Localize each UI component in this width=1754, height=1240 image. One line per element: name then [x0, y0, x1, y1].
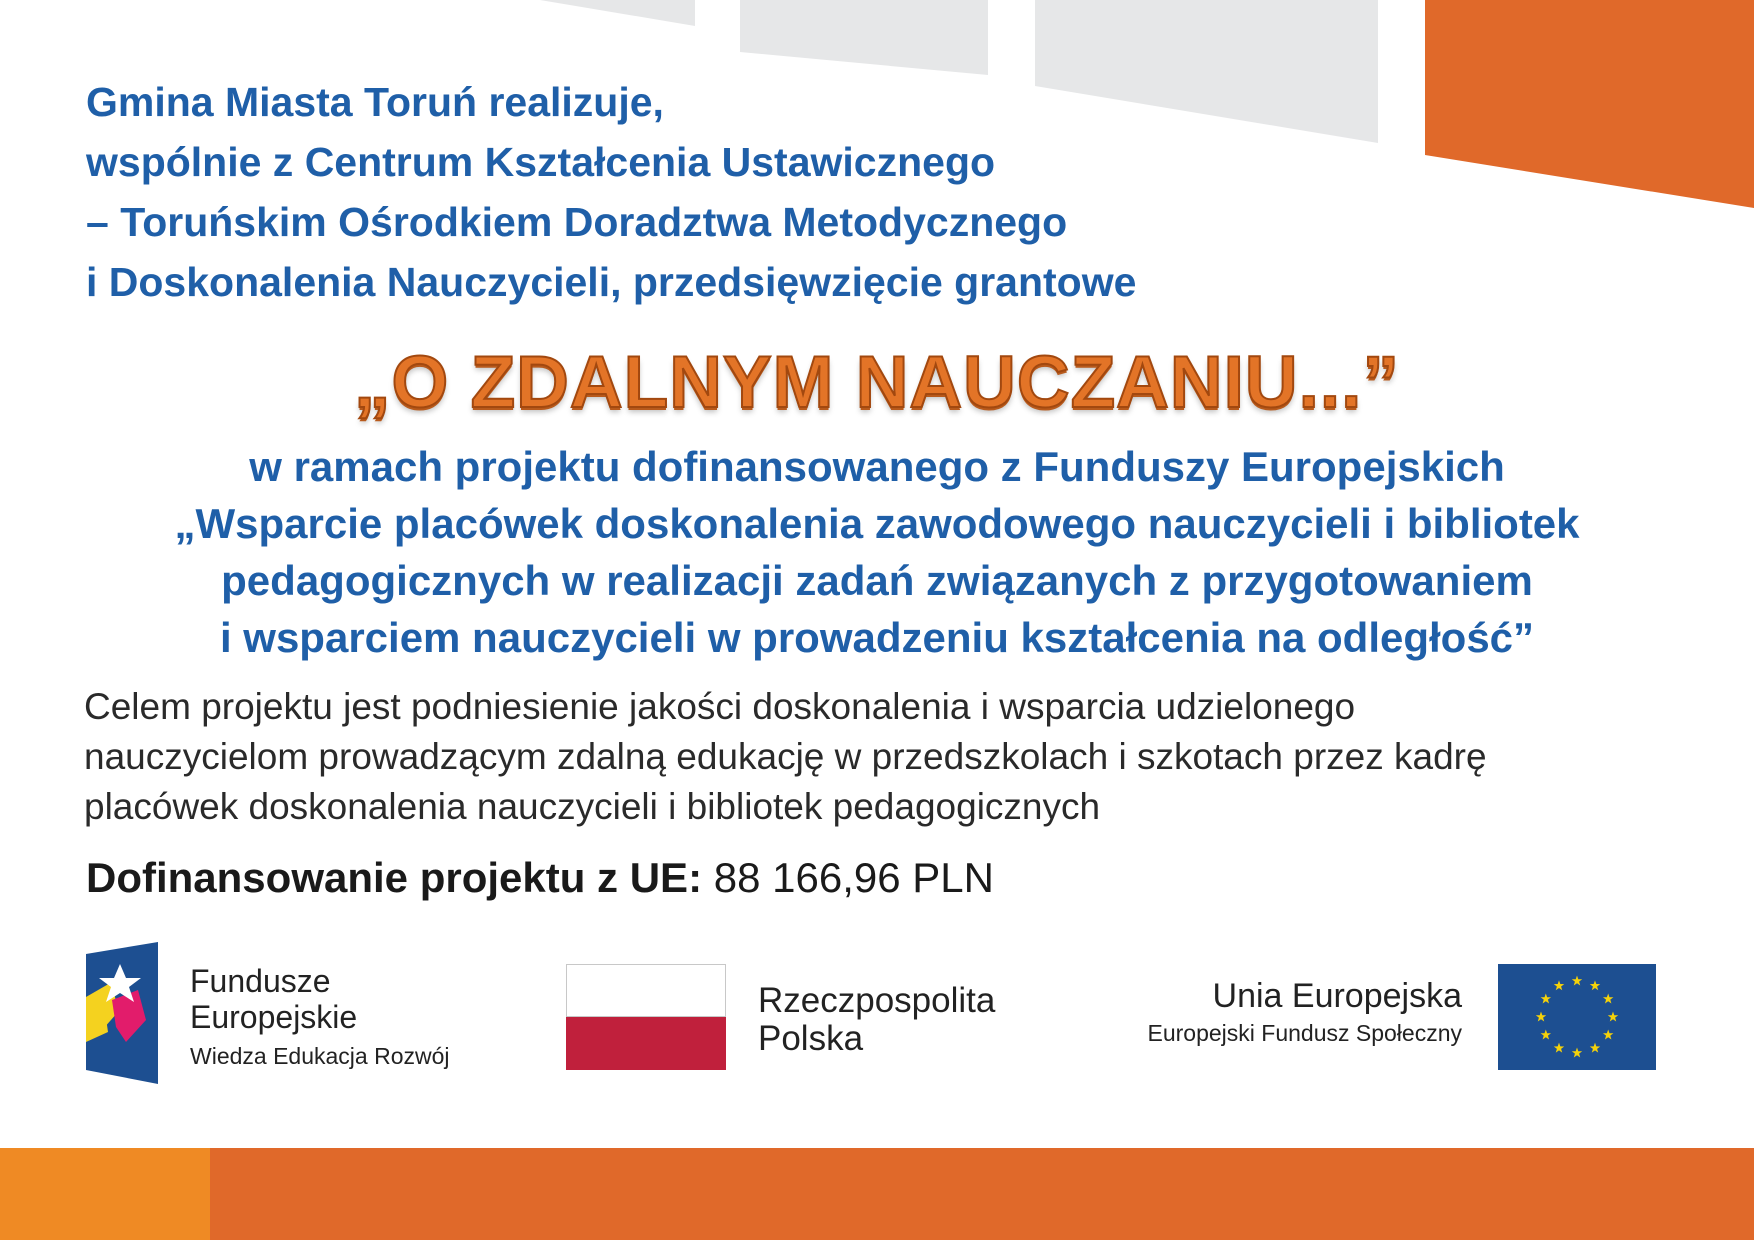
goal-line: placówek doskonalenia nauczycieli i bibliotek pedagogicznych: [84, 786, 1101, 827]
rp-logo-text: [758, 982, 995, 1058]
headline-title: „O ZDALNYM NAUCZANIU...”: [354, 342, 1400, 423]
bottom-bar: [210, 1148, 1754, 1240]
ue-fund: Europejski Fundusz Społeczny: [1147, 1020, 1462, 1046]
funding-label: Dofinansowanie projektu z UE:: [86, 854, 703, 901]
polish-flag-icon: [566, 964, 726, 1070]
eu-flag-icon: [1498, 964, 1656, 1070]
fundusze-europejskie-icon: [86, 942, 158, 1084]
funding-value: 88 166,96 PLN: [713, 854, 994, 901]
gray-stripe-2: [740, 0, 988, 75]
gray-stripe-1: [540, 0, 695, 26]
ue-logo-text: [1148, 975, 1463, 1049]
project-line: w ramach projektu dofinansowanego z Funduszy Europejskich: [249, 443, 1505, 490]
intro-line: i Doskonalenia Nauczycieli, przedsięwzięcie grantowe: [86, 259, 1137, 305]
fe-line1: Fundusze: [190, 963, 331, 999]
project-goal: [84, 682, 1704, 832]
goal-line: nauczycielom prowadzącym zdalną edukację w przedszkolach i szkotach przez kadrę: [84, 736, 1487, 777]
project-description: [0, 438, 1754, 666]
fe-program: Wiedza Edukacja Rozwój: [190, 1043, 450, 1069]
rp-line1: Rzeczpospolita: [758, 981, 996, 1020]
intro-text: [86, 72, 1136, 312]
bottom-bar-light: [0, 1148, 210, 1240]
intro-line: Gmina Miasta Toruń realizuje,: [86, 79, 664, 125]
ue-title: Unia Europejska: [1212, 977, 1462, 1015]
project-line: pedagogicznych w realizacji zadań związanych z przygotowaniem: [221, 557, 1533, 604]
goal-line: Celem projektu jest podniesienie jakości doskonalenia i wsparcia udzielonego: [84, 686, 1356, 727]
intro-line: – Toruńskim Ośrodkiem Doradztwa Metodycznego: [86, 199, 1068, 245]
fe-line2: Europejskie: [190, 999, 358, 1035]
funding-amount: [86, 850, 994, 906]
rp-line2: Polska: [758, 1019, 864, 1058]
project-line: i wsparciem nauczycieli w prowadzeniu kształcenia na odległość”: [219, 614, 1535, 661]
intro-line: wspólnie z Centrum Kształcenia Ustawicznego: [86, 139, 996, 185]
orange-corner: [1425, 0, 1754, 208]
fe-logo-text: [190, 963, 450, 1073]
project-line: „Wsparcie placówek doskonalenia zawodowego nauczycieli i bibliotek: [174, 500, 1580, 547]
